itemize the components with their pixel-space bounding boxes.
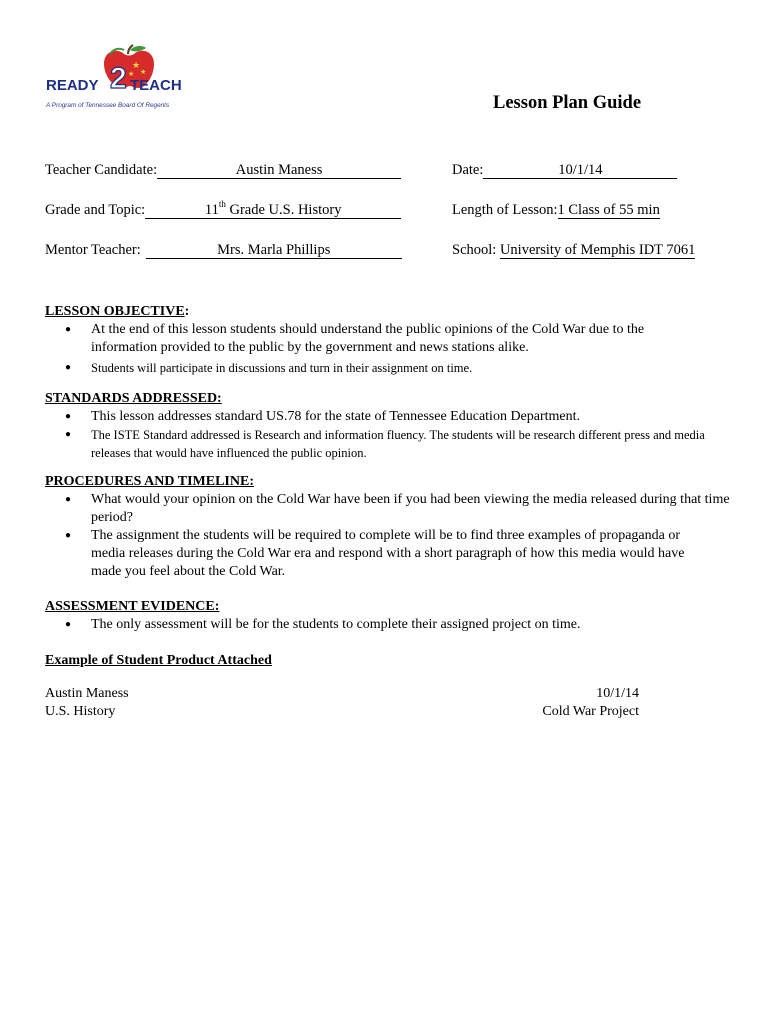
standards-heading: STANDARDS ADDRESSED: (45, 391, 222, 406)
length-field (452, 200, 660, 220)
school-label: School: (452, 242, 497, 258)
footer-date: 10/1/14 (596, 686, 639, 701)
logo-tagline: A Program of Tennessee Board Of Regents (46, 102, 170, 109)
mentor-teacher-field (45, 240, 402, 260)
assessment-heading: ASSESSMENT EVIDENCE: (45, 599, 220, 614)
teacher-candidate-field (45, 160, 401, 180)
date-value: 10/1/14 (483, 160, 677, 179)
length-label: Length of Lesson: (452, 202, 558, 218)
grade-topic-label: Grade and Topic: (45, 202, 146, 218)
standards-section (45, 390, 735, 462)
example-heading: Example of Student Product Attached (45, 653, 272, 668)
mentor-teacher-value: Mrs. Marla Phillips (146, 240, 402, 259)
teacher-candidate-value: Austin Maness (157, 160, 401, 179)
lesson-objective-section: LESSON OBJECTIVE: ● At the end of this lesson students should understand the public opinions of the Cold War due to the information provided to the public by the government and news stations alike. ● Students will participate in discussions and turn in their assignment on time. (45, 303, 735, 377)
teacher-candidate-label: Teacher Candidate: (45, 162, 158, 178)
date-field (452, 160, 677, 180)
page-title: Lesson Plan Guide (493, 93, 642, 113)
objective-item: ● Students will participate in discussions and turn in their assignment on time. (45, 359, 735, 377)
grade-topic-field (45, 200, 401, 220)
logo-wordmark-left: READY (46, 77, 99, 94)
standards-item: ● This lesson addresses standard US.78 for the state of Tennessee Education Department. (45, 408, 735, 426)
footer-project: Cold War Project (542, 704, 639, 719)
assessment-section (45, 598, 735, 634)
objective-item: ● At the end of this lesson students should understand the public opinions of the Cold War due to the information provided to the public by the government and news stations alike. (45, 321, 735, 357)
logo-wordmark-right: TEACH (130, 77, 182, 94)
date-label: Date: (452, 162, 484, 178)
procedures-item: ● The assignment the students will be required to complete will be to find three examples of propaganda or media releases during the Cold War era and respond with a short paragraph of how this media would have made you feel about the Cold War. (45, 527, 735, 581)
apple-logo-icon (44, 44, 194, 102)
procedures-heading: PROCEDURES AND TIMELINE: (45, 474, 254, 489)
logo-wordmark-digit: 2 (110, 62, 127, 95)
assessment-item: ● The only assessment will be for the students to complete their assigned project on time. (45, 616, 735, 634)
lesson-objective-heading: LESSON OBJECTIVE (45, 304, 185, 319)
procedures-section (45, 473, 735, 581)
ready2teach-logo (44, 44, 194, 116)
svg-text:★: ★ (132, 61, 141, 71)
length-value: 1 Class of 55 min (557, 202, 660, 218)
school-value: University of Memphis IDT 7061 (499, 242, 696, 258)
grade-topic-value: 11th Grade U.S. History (145, 200, 401, 219)
procedures-item: ● What would your opinion on the Cold War have been if you had been viewing the media released during that time period? (45, 491, 735, 527)
school-field (452, 240, 695, 260)
svg-text:★: ★ (128, 70, 135, 78)
svg-text:★: ★ (140, 68, 147, 76)
footer-course: U.S. History (45, 704, 116, 719)
standards-item: ● The ISTE Standard addressed is Research and information fluency. The students will be research different press and media releases that would have influenced the public opinion. (45, 426, 735, 462)
mentor-teacher-label: Mentor Teacher: (45, 242, 141, 258)
footer-name: Austin Maness (45, 686, 129, 701)
